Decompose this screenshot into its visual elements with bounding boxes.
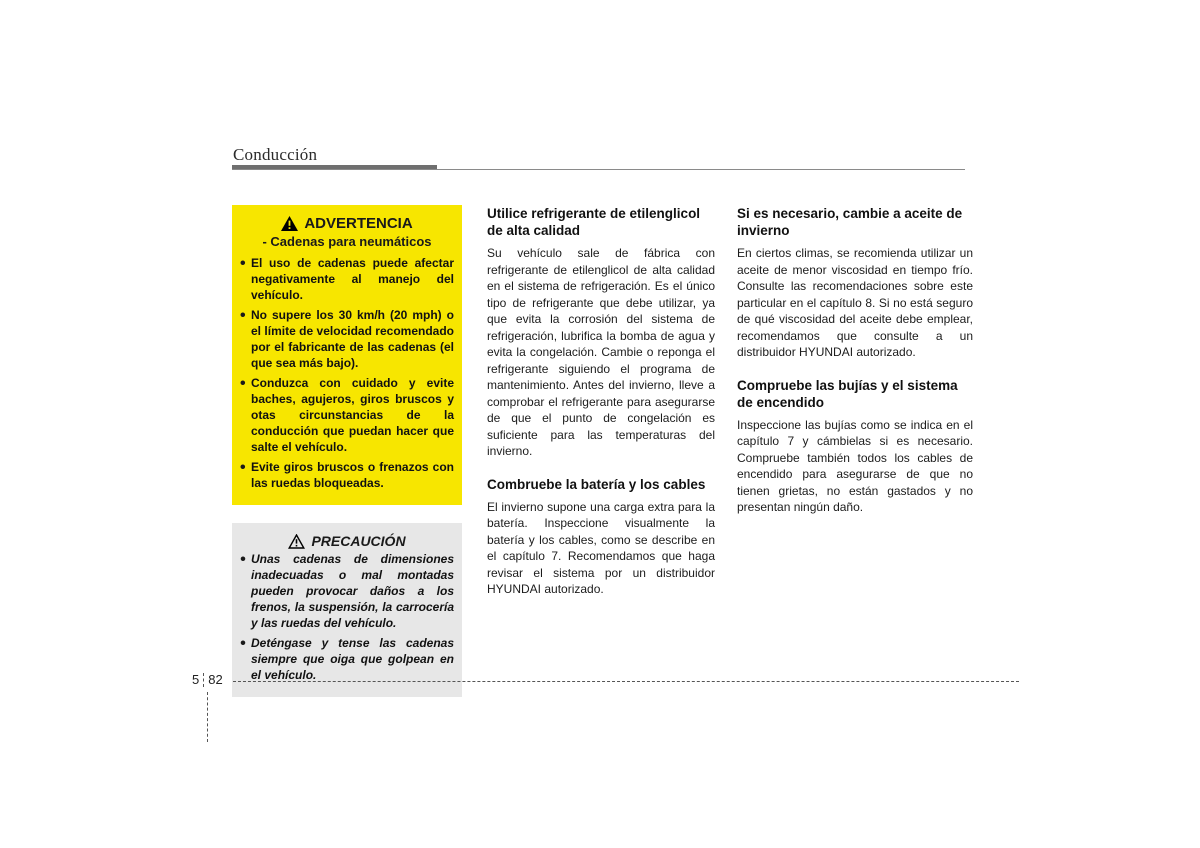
- page-number-value: 82: [208, 672, 223, 687]
- chapter-number: 5: [192, 672, 200, 687]
- list-item: • El uso de cadenas puede afectar negativamente al manejo del vehículo.: [240, 255, 454, 302]
- section-winter-oil: [737, 205, 973, 361]
- bullet-icon: •: [240, 459, 246, 476]
- section-coolant: [487, 205, 715, 460]
- list-item: • Unas cadenas de dimensiones inadecuadas o mal montadas pueden provocar daños a los frenos, la suspensión, la carrocería y las ruedas del vehículo.: [240, 551, 454, 630]
- footer-dashed-rule: [233, 681, 1019, 682]
- list-item: • Evite giros bruscos o frenazos con las ruedas bloqueadas.: [240, 459, 454, 490]
- warning-triangle-outline-icon: [288, 534, 305, 549]
- caution-box: [232, 523, 462, 697]
- list-item: • No supere los 30 km/h (20 mph) o el límite de velocidad recomendado por el fabricante de las cadenas (el que sea más bajo).: [240, 307, 454, 370]
- section-body: En ciertos climas, se recomienda utilizar un aceite de menor viscosidad en tiempo frío. Consulte las recomendaciones sobre este particular en el capítulo 8. Si no está seguro de qué viscosidad del aceite debe emplear, recomendamos que consulte a un distribuidor HYUNDAI autorizado.: [737, 246, 973, 359]
- section-body: Inspeccione las bujías como se indica en el capítulo 7 y cámbielas si es necesario. Compruebe también todos los cables de encendido para asegurarse de que no tienen grietas, no están gastados y no presentan ningún daño.: [737, 417, 973, 514]
- page-number-separator: [203, 673, 204, 687]
- section-heading: Combruebe la batería y los cables: [487, 476, 706, 492]
- middle-column: [487, 205, 715, 614]
- list-item: • Deténgase y tense las cadenas siempre que oiga que golpean en el vehículo.: [240, 635, 454, 682]
- section-spark-plugs: [737, 377, 973, 516]
- page-number: [192, 672, 223, 687]
- warning-box-title: ADVERTENCIA: [304, 215, 413, 232]
- caution-box-list: [240, 551, 454, 683]
- section-heading: Utilice refrigerante de etilenglicol de alta calidad: [487, 206, 701, 238]
- warning-triangle-filled-icon: [281, 216, 298, 231]
- header-rule: [232, 169, 965, 170]
- section-battery: [487, 476, 715, 598]
- warning-box-title-row: [240, 215, 454, 232]
- caution-box-title: PRECAUCIÓN: [311, 533, 406, 549]
- bullet-icon: •: [240, 551, 246, 568]
- bullet-icon: •: [240, 375, 246, 392]
- left-column: [232, 205, 462, 697]
- caution-box-title-row: [240, 533, 454, 549]
- section-heading: Compruebe las bujías y el sistema de encendido: [737, 377, 958, 410]
- warning-box-subtitle: - Cadenas para neumáticos: [262, 234, 432, 249]
- page-title: Conducción: [233, 145, 318, 164]
- right-column: [737, 205, 973, 532]
- section-body: El invierno supone una carga extra para la batería. Inspeccione visualmente la batería y los cables, como se describe en el capítulo 7. Recomendamos que haga revisar el sistema por un distribuidor HYUNDAI autorizado.: [487, 499, 715, 596]
- warning-box: [232, 205, 462, 505]
- bullet-icon: •: [240, 307, 246, 324]
- section-body: Su vehículo sale de fábrica con refrigerante de etilenglicol de alta calidad en el sistema de refrigeración. Es el único tipo de refrigerante que debe utilizar, ya que evita la corrosión del sistema de refrigeración, lubrifica la bomba de agua y evita la congelación. Cambie o reponga el refrigerante siguiendo el programa de mantenimiento. Antes del invierno, lleve a comprobar el refrigerante para asegurarse de que el punto de congelación es suficiente para las temperaturas del invierno.: [487, 246, 715, 458]
- bullet-icon: •: [240, 635, 246, 652]
- bullet-icon: •: [240, 255, 246, 272]
- section-heading: Si es necesario, cambie a aceite de invierno: [737, 206, 963, 238]
- list-item: • Conduzca con cuidado y evite baches, agujeros, giros bruscos y otas circunstancias de la conducción que puedan hacer que salte el vehículo.: [240, 375, 454, 454]
- footer-vertical-dash: [207, 692, 208, 742]
- warning-box-list: [240, 255, 454, 491]
